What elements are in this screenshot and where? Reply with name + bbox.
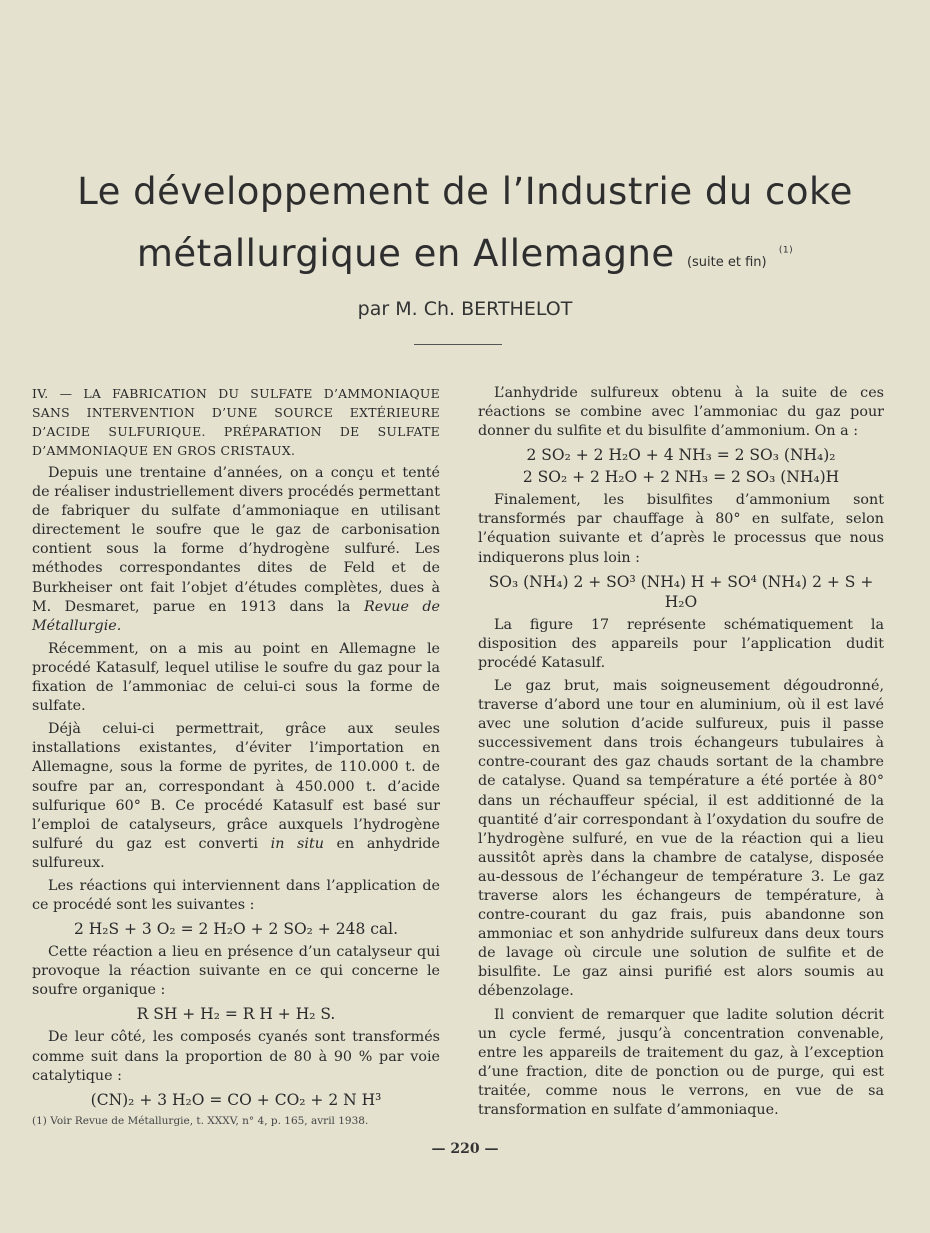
title-line-2-text: métallurgique en Allemagne — [136, 232, 675, 275]
left-paragraph-5: Cette réaction a lieu en présence d’un catalyseur qui provoque la réaction suivante en ce qui concerne le soufre organique : — [32, 944, 440, 999]
right-paragraph-5: Il convient de remarquer que ladite solution décrit un cycle fermé, jusqu’à concentration convenable, entre les appareils de traitement du gaz, à l’exception d’une fraction, dite de ponction ou de purge, qui est traitée, comme nous le verrons, en vue de sa transformation en sulfate d’ammoniaque. — [478, 1006, 884, 1118]
right-paragraph-2: Finalement, les bisulfites d’ammonium sont transformés par chauffage à 80° en sulfate, selon l’équation suivante et d’après le processus que nous indiquerons plus loin : — [478, 492, 884, 566]
equation-sulfate: SO₃ (NH₄) 2 + SO³ (NH₄) H + SO⁴ (NH₄) 2 + S + H₂O — [488, 572, 874, 611]
title-divider — [414, 344, 502, 345]
footnote-reference: (1) — [778, 245, 794, 256]
equation-cyanides: (CN)₂ + 3 H₂O = CO + CO₂ + 2 N H³ — [90, 1090, 382, 1109]
equation-bisulfite: 2 SO₂ + 2 H₂O + 2 NH₃ = 2 SO₃ (NH₄)H — [522, 468, 840, 487]
right-paragraph-3: La figure 17 représente schématiquement la disposition des appareils pour l’application dudit procédé Katasulf. — [478, 616, 884, 671]
left-paragraph-1: Depuis une trentaine d’années, on a conçu et tenté de réaliser industriellement divers procédés permettant de fabriquer du sulfate d’ammoniaque en utilisant directement le soufre que le gaz de carbonisation contient sous la forme d’hydrogène sulfuré. Les méthodes correspondantes dites de Feld et de Burkheiser ont fait l’objet d’études complètes, dues à M. Desmaret, parue en 1913 dans la Revue de Métallurgie. — [32, 465, 440, 634]
title-line-1: Le développement de l’Industrie du coke — [77, 170, 853, 213]
journal-title-italic: Revue de Métallurgie. — [32, 598, 440, 634]
left-column — [32, 384, 440, 1132]
left-paragraph-6: De leur côté, les composés cyanés sont transformés comme suit dans la proportion de 80 à 90 % par voie catalytique : — [32, 1029, 440, 1084]
title-suffix: (suite et fin) — [686, 255, 767, 270]
left-paragraph-2: Récemment, on a mis au point en Allemagne le procédé Katasulf, lequel utilise le soufre du gaz pour la fixation de l’ammoniac de celui-ci sous la forme de sulfate. — [32, 640, 440, 715]
equation-combustion: 2 H₂S + 3 O₂ = 2 H₂O + 2 SO₂ + 248 cal. — [73, 920, 399, 939]
equation-organic-sulfur: R SH + H₂ = R H + H₂ S. — [136, 1005, 336, 1024]
title-line-2 — [0, 232, 930, 275]
right-column — [478, 384, 884, 1124]
byline: par M. Ch. BERTHELOT — [357, 298, 573, 320]
right-paragraph-1: L’anhydride sulfureux obtenu à la suite de ces réactions se combine avec l’ammoniac du gaz pour donner du sulfite et du bisulfite d’ammonium. On a : — [478, 385, 884, 440]
page-number: — 220 — — [431, 1141, 499, 1157]
footnote: (1) Voir Revue de Métallurgie, t. XXXV, n° 4, p. 165, avril 1938. — [32, 1114, 369, 1127]
section-heading: IV. — LA FABRICATION DU SULFATE D’AMMONIAQUE SANS INTERVENTION D’UNE SOURCE EXTÉRIEURE D’ACIDE SULFURIQUE. PRÉPARATION DE SULFATE D’AMMONIAQUE EN GROS CRISTAUX. — [32, 386, 440, 458]
left-paragraph-3: Déjà celui-ci permettrait, grâce aux seules installations existantes, d’éviter l’importation en Allemagne, sous la forme de pyrites, de 110.000 t. de soufre par an, correspondant à 450.000 t. d’acide sulfurique 60° B. Ce procédé Katasulf est basé sur l’emploi de catalyseurs, grâce auxquels l’hydrogène sulfuré du gaz est converti in situ en anhydride sulfureux. — [32, 721, 441, 871]
in-situ-italic: in situ — [270, 835, 324, 852]
right-paragraph-4: Le gaz brut, mais soigneusement dégoudronné, traverse d’abord une tour en aluminium, où il est lavé avec une solution d’acide sulfureux, puis il passe successivement dans trois échangeurs tubulaires à contre-courant des gaz chauds sortant de la chambre de catalyse. Quand sa température a été portée à 80° dans un réchauffeur spécial, il est additionné de la quantité d’air correspondant à l’oxydation du soufre de l’hydrogène sulfuré, en vue de la réaction qui a lieu aussitôt après dans la chambre de catalyse, disposée au-dessous de l’échangeur de température 3. Le gaz traverse alors les échangeurs de température, à contre-courant du gaz frais, puis abandonne son ammoniac et son anhydride sulfureux dans deux tours de lavage où circule une solution de sulfite et de bisulfite. Le gaz ainsi purifié est alors soumis au débenzolage. — [478, 677, 884, 1000]
equation-sulfite: 2 SO₂ + 2 H₂O + 4 NH₃ = 2 SO₃ (NH₄)₂ — [526, 446, 836, 465]
left-paragraph-4: Les réactions qui interviennent dans l’application de ce procédé sont les suivantes : — [32, 877, 440, 914]
